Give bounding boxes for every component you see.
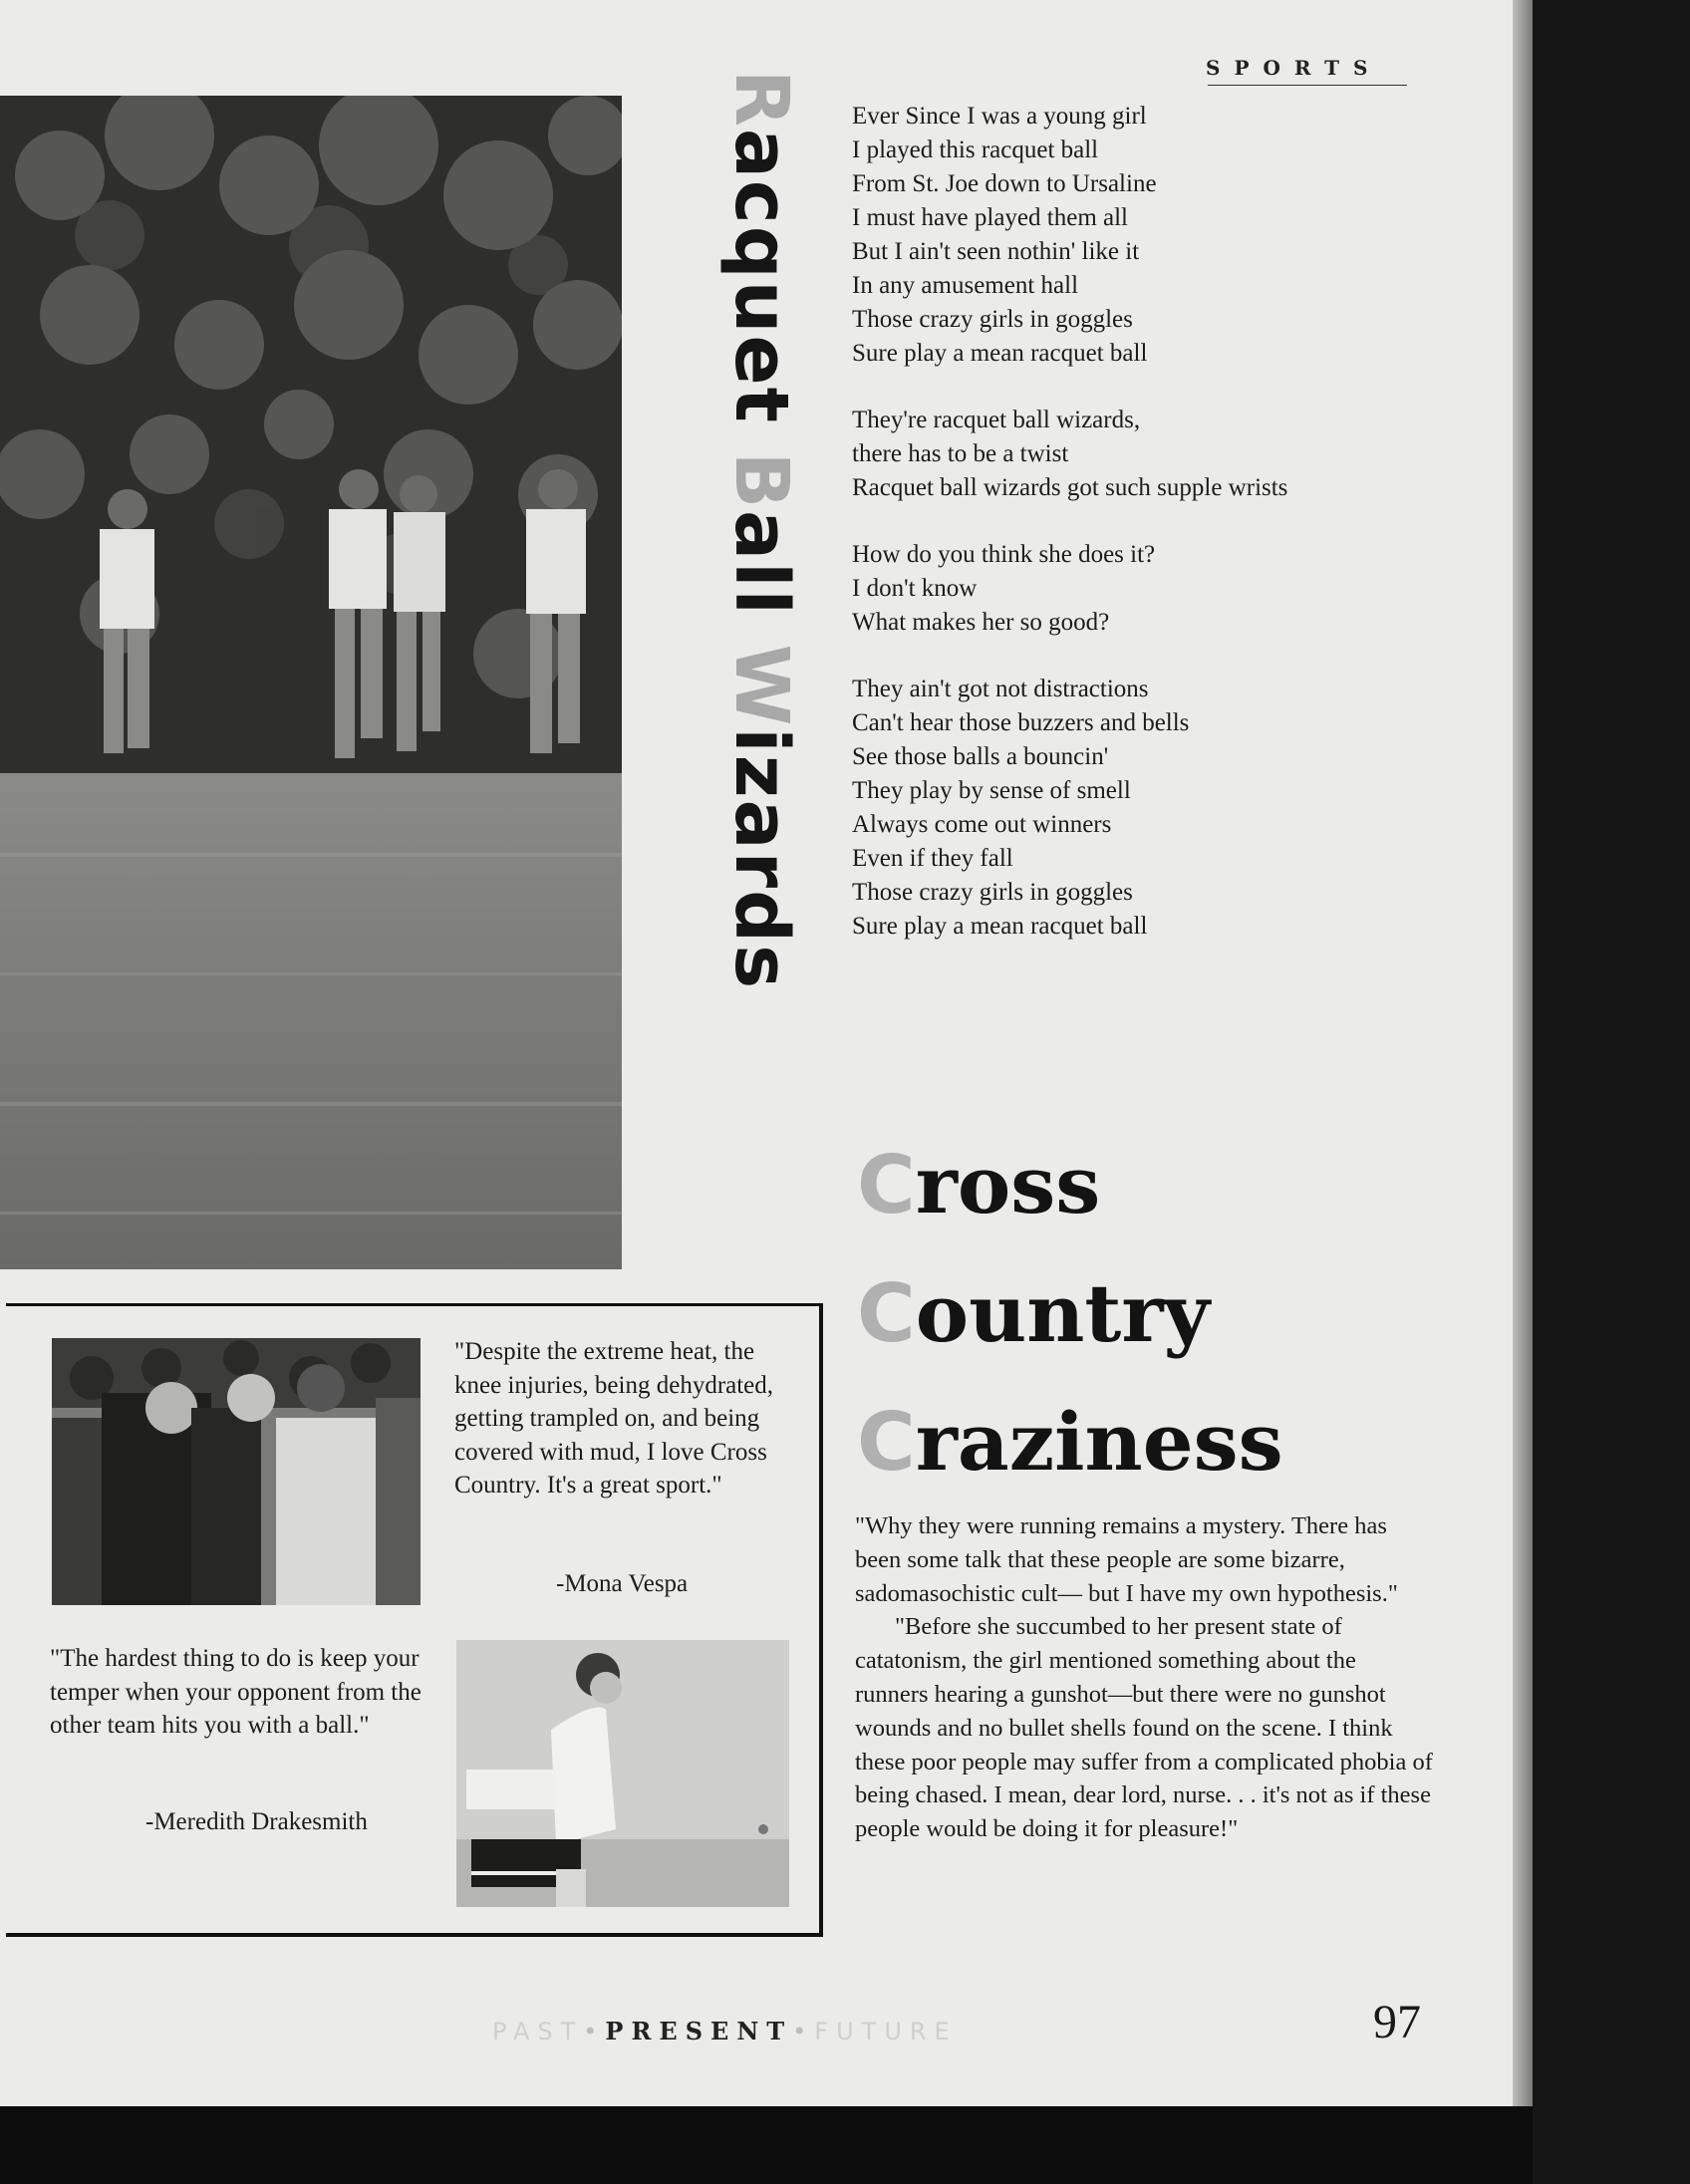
footer-future: FUTURE xyxy=(814,2018,958,2046)
title-cap-b: B xyxy=(718,451,804,511)
title-word-izards: izards xyxy=(718,727,804,991)
poem-line: I must have played them all xyxy=(852,204,1129,231)
footer-present: PRESENT xyxy=(605,2017,793,2046)
page-number: 97 xyxy=(1373,1996,1421,2048)
poem-line: Even if they fall xyxy=(852,845,1013,872)
title-cap-c: C xyxy=(857,1396,916,1489)
poem-line: Ever Since I was a young girl xyxy=(852,103,1147,130)
footer-past: PAST xyxy=(492,2018,584,2046)
poem-line: They ain't got not distractions xyxy=(852,676,1149,702)
cross-country-craziness-title xyxy=(857,1121,1283,1506)
poem-line: Sure play a mean racquet ball xyxy=(852,340,1148,367)
poem-line: See those balls a bouncin' xyxy=(852,743,1109,770)
poem-line: Those crazy girls in goggles xyxy=(852,306,1133,333)
poem-stanza xyxy=(852,673,1410,944)
poem-line: In any amusement hall xyxy=(852,272,1079,299)
quote-attribution-mona: -Mona Vespa xyxy=(556,1570,689,1597)
footer-separator: • xyxy=(792,2018,815,2046)
section-header: SPORTS xyxy=(1206,56,1382,80)
title-line-country xyxy=(857,1249,1283,1378)
title-cap-w: W xyxy=(718,644,804,728)
quote-mona-vespa: "Despite the extreme heat, the knee injuries, being dehydrated, getting trampled on, and being covered with mud, I love Cross Country. It's a great sport." xyxy=(454,1338,774,1500)
poem-line: I don't know xyxy=(852,575,978,602)
section-header-rule xyxy=(1208,85,1407,86)
title-word-raziness: raziness xyxy=(915,1395,1283,1489)
title-word-ross: ross xyxy=(915,1138,1101,1231)
racquet-ball-poem xyxy=(852,100,1410,976)
poem-stanza xyxy=(852,100,1410,371)
page-spine xyxy=(1513,0,1533,2106)
scan-background xyxy=(1533,0,1690,2184)
racquet-ball-wizards-title xyxy=(718,70,804,1255)
poem-line: there has to be a twist xyxy=(852,440,1069,467)
title-cap-c: C xyxy=(857,1139,916,1231)
story-paragraph: "Why they were running remains a mystery. There has been some talk that these people are some bizarre, sadomasochistic cult— but I have my own hypothesis." xyxy=(855,1512,1398,1607)
title-cap-c: C xyxy=(857,1267,916,1360)
poem-stanza xyxy=(852,538,1410,640)
poem-line: Racquet ball wizards got such supple wrists xyxy=(852,474,1288,501)
poem-line: From St. Joe down to Ursaline xyxy=(852,170,1157,197)
quote-meredith-drakesmith: "The hardest thing to do is keep your temper when your opponent from the other team hits you with a ball." xyxy=(50,1645,422,1740)
poem-line: Always come out winners xyxy=(852,811,1112,838)
poem-line: I played this racquet ball xyxy=(852,136,1099,163)
poem-line: Sure play a mean racquet ball xyxy=(852,913,1148,940)
cross-country-team-photo xyxy=(52,1338,421,1605)
poem-line: Can't hear those buzzers and bells xyxy=(852,709,1190,736)
title-line-cross xyxy=(857,1121,1283,1249)
poem-line: How do you think she does it? xyxy=(852,541,1156,568)
poem-stanza xyxy=(852,404,1410,505)
poem-line: They play by sense of smell xyxy=(852,777,1131,804)
racquetball-player-photo xyxy=(456,1640,789,1907)
page-footer xyxy=(492,2017,958,2046)
title-word-ountry: ountry xyxy=(915,1266,1210,1360)
cross-country-story xyxy=(855,1509,1433,1846)
poem-line: But I ain't seen nothin' like it xyxy=(852,238,1140,265)
title-word-all: all xyxy=(718,510,804,617)
poem-line: Those crazy girls in goggles xyxy=(852,879,1133,906)
poem-line: They're racquet ball wizards, xyxy=(852,407,1141,433)
quote-attribution-meredith: -Meredith Drakesmith xyxy=(145,1808,368,1835)
cross-country-runners-photo xyxy=(0,96,622,1269)
title-line-craziness xyxy=(857,1378,1283,1506)
story-paragraph: "Before she succumbed to her present state of catatonism, the girl mentioned something about the runners hearing a gunshot—but there were no gunshot wounds and no bullet shells found on the scene. I think these poor people may suffer from a complicated phobia of being chased. I mean, dear lord, nurse. . . it's not as if these people would be doing it for pleasure!" xyxy=(855,1613,1433,1843)
poem-line: What makes her so good? xyxy=(852,609,1110,636)
title-word-acquet: acquet xyxy=(718,128,804,424)
title-cap-r: R xyxy=(718,70,804,129)
footer-separator: • xyxy=(583,2018,606,2046)
